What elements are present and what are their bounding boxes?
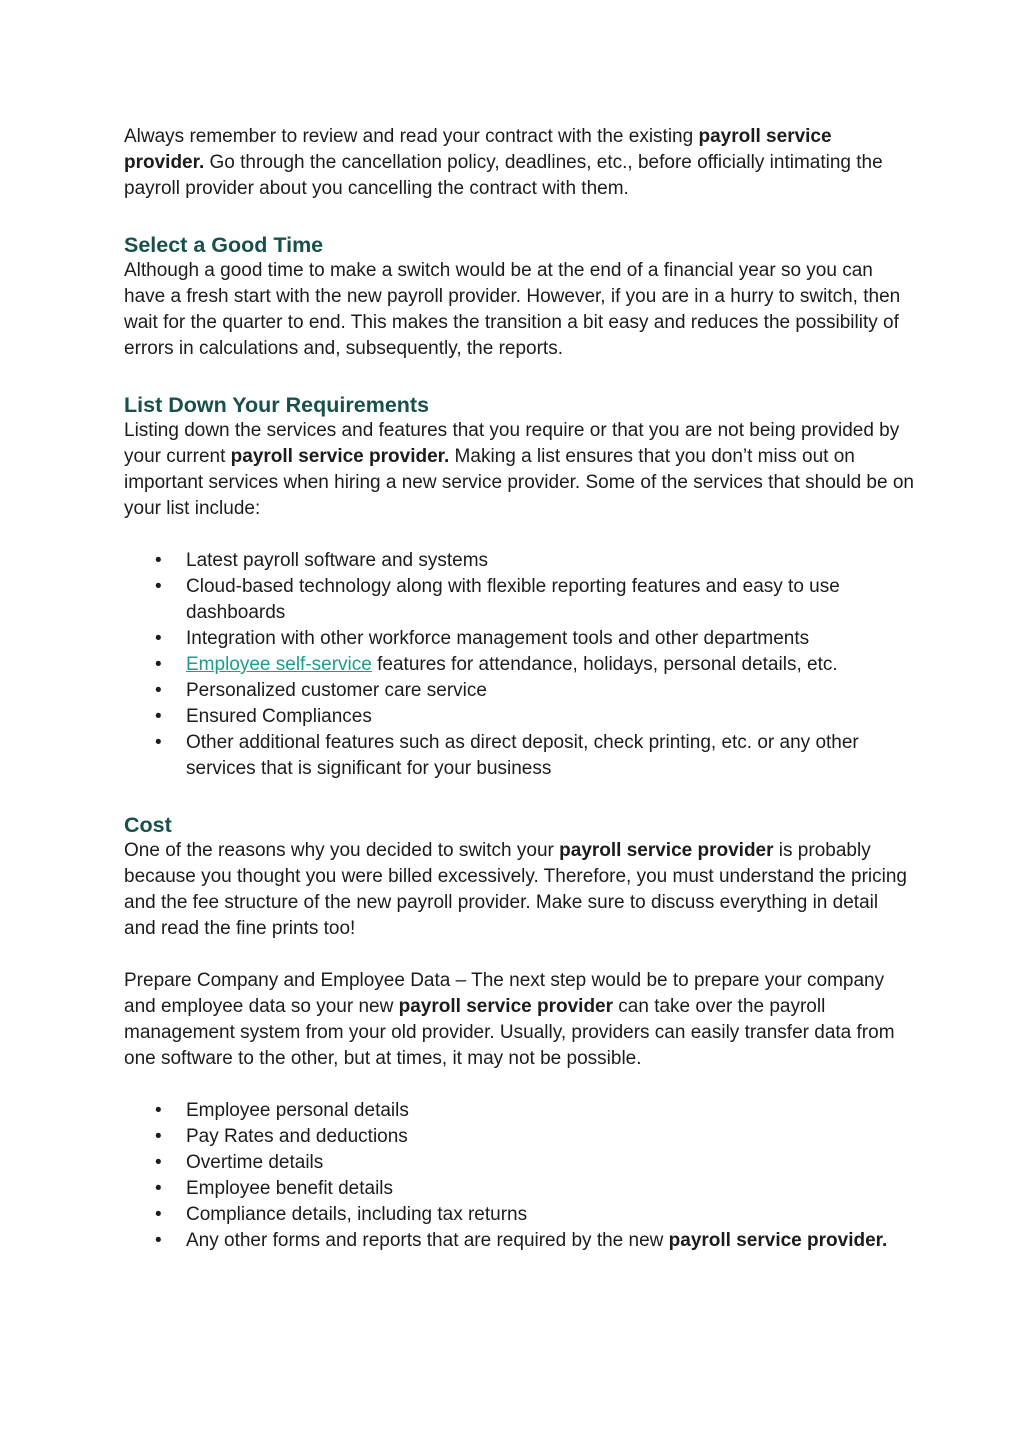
list-item: • Pay Rates and deductions (124, 1124, 914, 1150)
bold-term: payroll service provider (398, 996, 614, 1017)
heading-select-good-time: Select a Good Time (124, 233, 324, 257)
list-item: • Any other forms and reports that are required by the new payroll service provider. (124, 1228, 914, 1254)
bullet: • (155, 706, 162, 727)
bullet: • (155, 1230, 162, 1251)
bullet: • (155, 1152, 162, 1173)
bullet: • (155, 1178, 162, 1199)
list-item: • Ensured Compliances (124, 704, 914, 730)
bold-term: payroll service provider. (668, 1230, 888, 1251)
bold-term: payroll service provider. (230, 446, 450, 467)
list-item: • Employee self-service features for attendance, holidays, personal details, etc. (124, 652, 914, 678)
list-item: • Employee personal details (124, 1098, 914, 1124)
document-body (124, 124, 914, 1254)
requirements-paragraph: Listing down the services and features that you require or that you are not being provided by your current payroll service provider. Making a list ensures that you don’t miss out on important services when hiring a new service provider. Some of the services that should be on your list include: (124, 420, 914, 519)
bullet: • (155, 732, 162, 753)
bullet: • (155, 1204, 162, 1225)
bullet: • (155, 1100, 162, 1121)
list-item: • Employee benefit details (124, 1176, 914, 1202)
list-item: • Latest payroll software and systems (124, 548, 914, 574)
bullet: • (155, 576, 162, 597)
list-item: • Overtime details (124, 1150, 914, 1176)
bullet: • (155, 680, 162, 701)
intro-paragraph: Always remember to review and read your contract with the existing payroll service provider. Go through the cancellation policy, deadlines, etc., before officially intimating the payroll provider about you cancelling the contract with them. (124, 126, 883, 199)
heading-list-requirements: List Down Your Requirements (124, 393, 430, 417)
list-item: • Personalized customer care service (124, 678, 914, 704)
prepare-data-list (124, 1098, 914, 1254)
bold-term: payroll service provider (559, 840, 774, 861)
bold-term: payroll service provider. (124, 126, 832, 173)
prepare-paragraph: Prepare Company and Employee Data – The next step would be to prepare your company and employee data so your new payroll service provider can take over the payroll management system from your old provider. Usually, providers can easily transfer data from one software to the other, but at times, it may not be possible. (124, 970, 895, 1069)
bullet: • (155, 1126, 162, 1147)
good-time-paragraph: Although a good time to make a switch would be at the end of a financial year so you can have a fresh start with the new payroll provider. However, if you are in a hurry to switch, then wait for the quarter to end. This makes the transition a bit easy and reduces the possibility of errors in calculations and, subsequently, the reports. (124, 260, 901, 359)
list-item: • Integration with other workforce management tools and other departments (124, 626, 914, 652)
employee-self-service-link[interactable]: Employee self-service (186, 654, 372, 675)
list-item: • Cloud-based technology along with flexible reporting features and easy to use dashboards (155, 576, 840, 623)
requirements-list (124, 548, 914, 782)
heading-cost: Cost (124, 813, 172, 837)
bullet: • (155, 550, 162, 571)
bullet: • (155, 654, 162, 675)
list-item: • Other additional features such as direct deposit, check printing, etc. or any other services that is significant for your business (155, 732, 859, 779)
cost-paragraph: One of the reasons why you decided to switch your payroll service provider is probably because you thought you were billed excessively. Therefore, you must understand the pricing and the fee structure of the new payroll provider. Make sure to discuss everything in detail and read the fine prints too! (124, 840, 907, 939)
list-item: • Compliance details, including tax returns (124, 1202, 914, 1228)
bullet: • (155, 628, 162, 649)
